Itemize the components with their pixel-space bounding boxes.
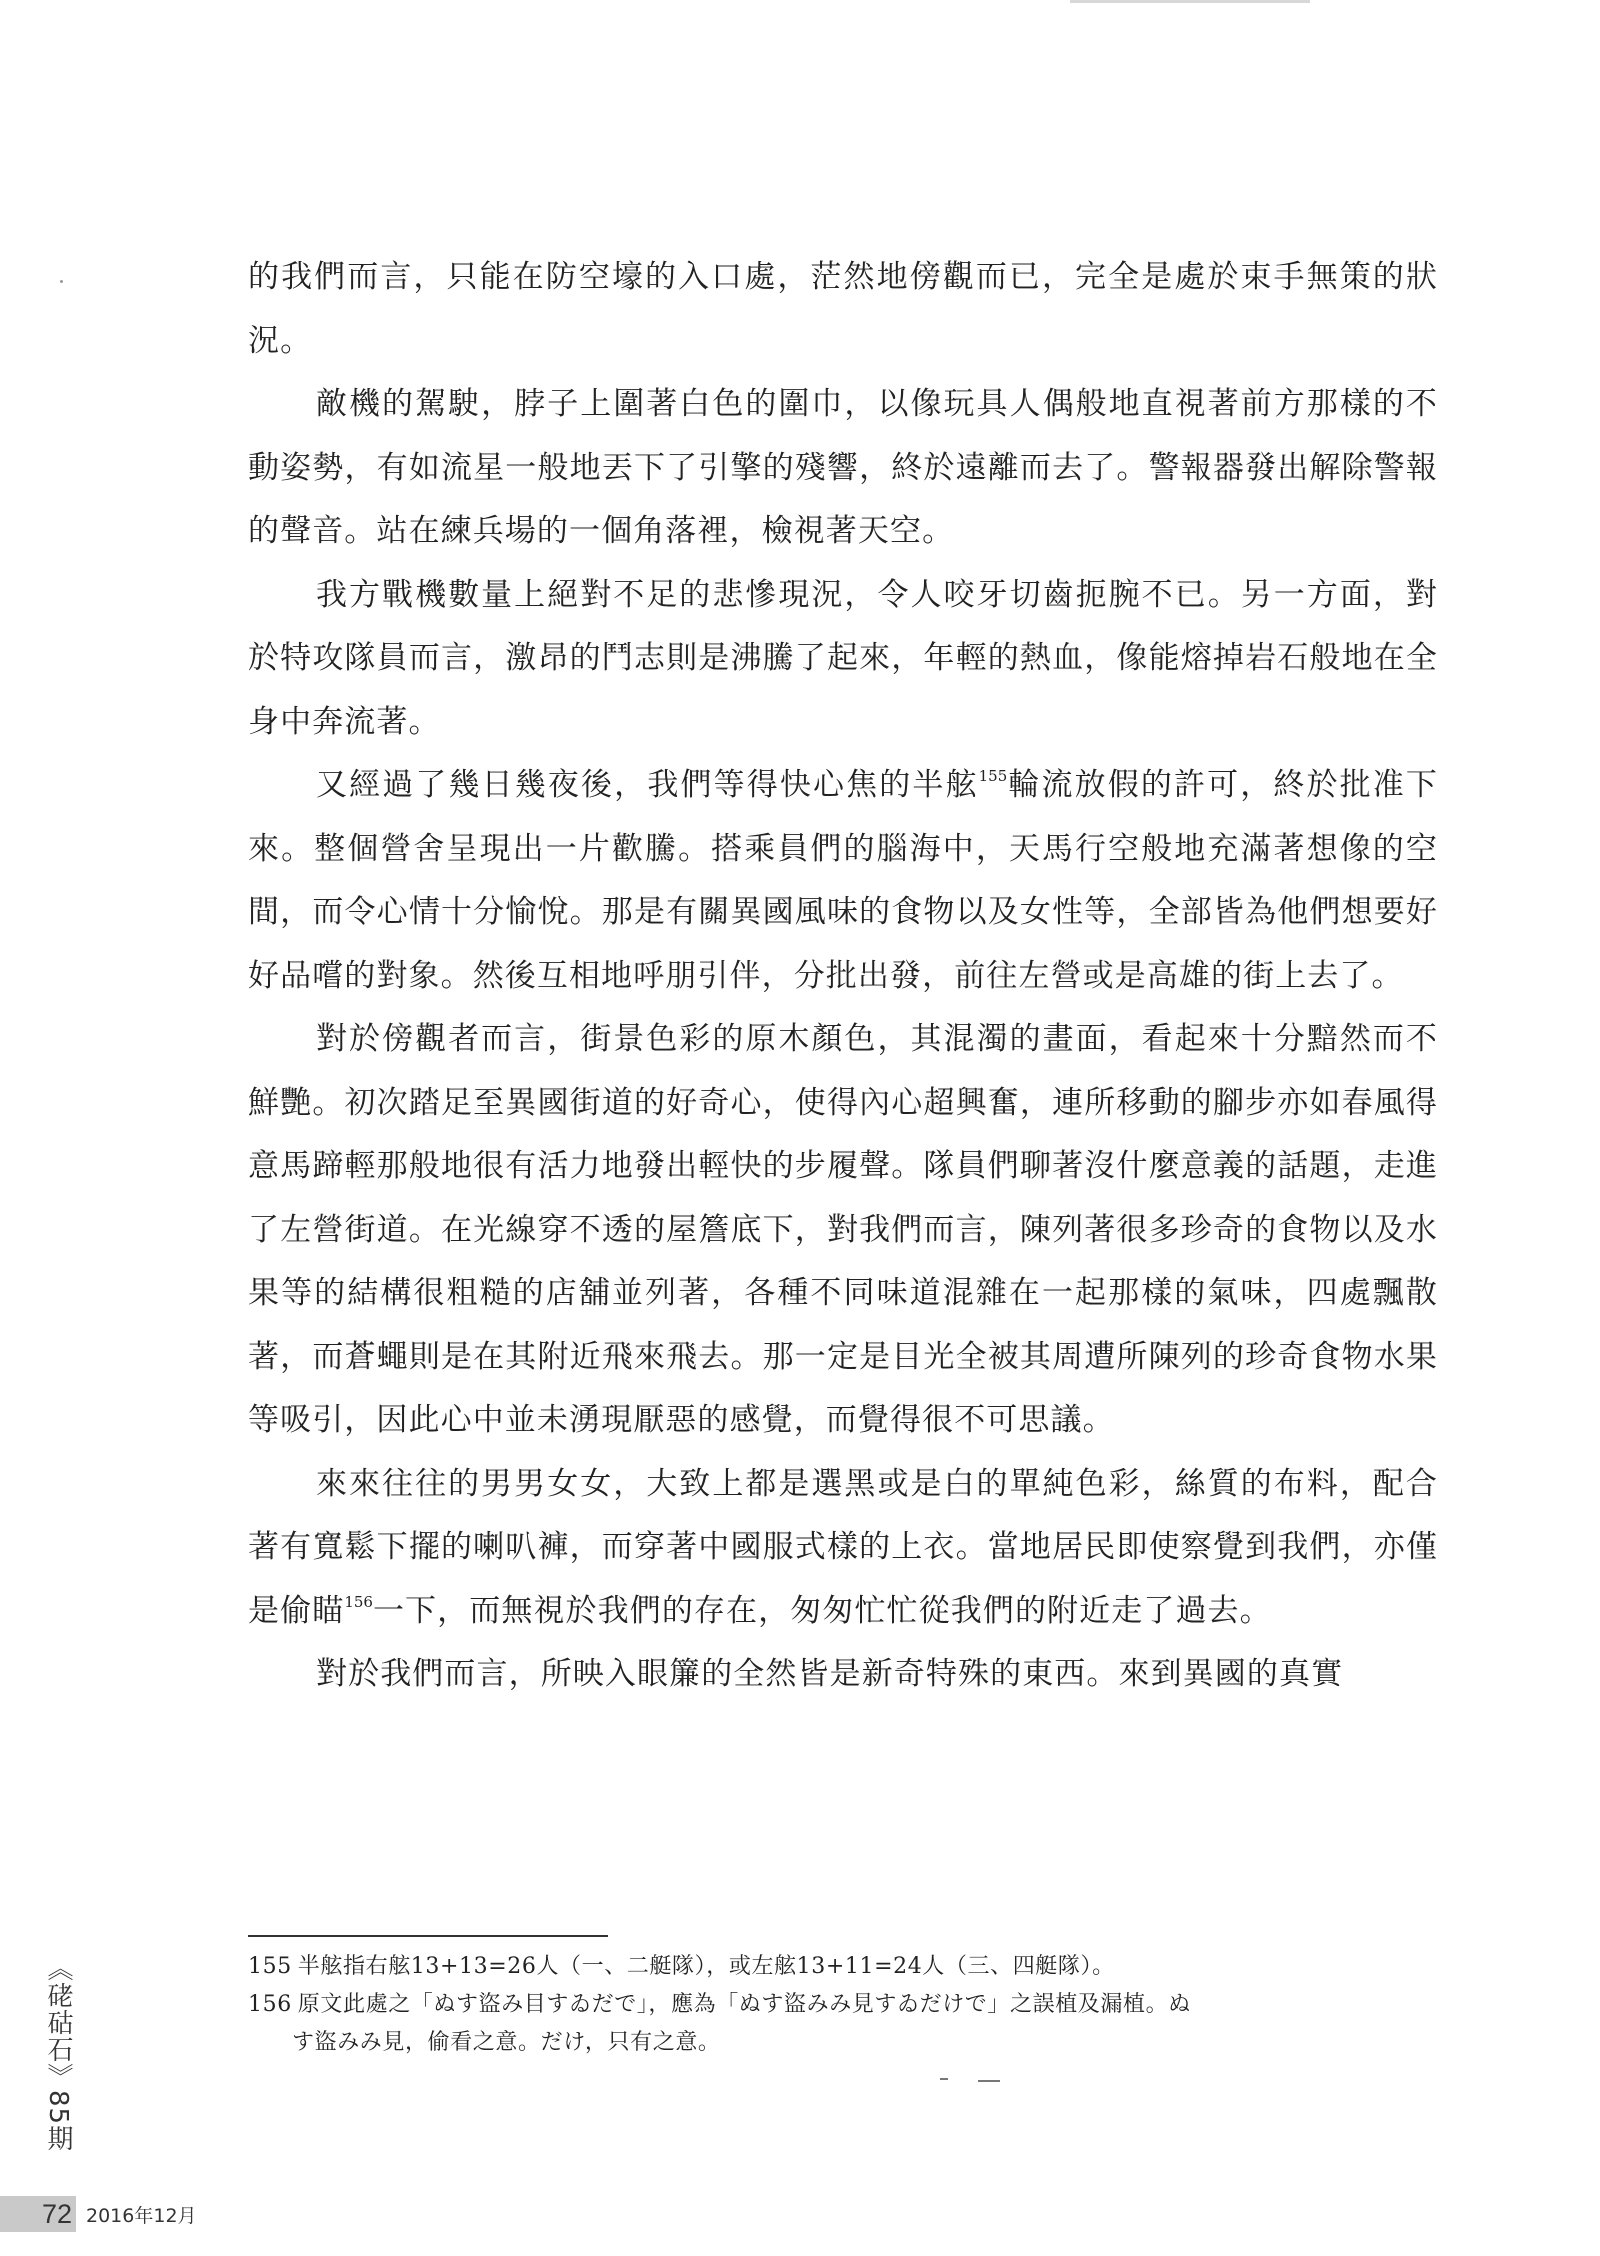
paragraph-3: 我方戰機數量上絕對不足的悲慘現況，令人咬牙切齒扼腕不已。另一方面，對於特攻隊員而言，激昂的鬥志則是沸騰了起來，年輕的熱血，像能熔掉岩石般地在全身中奔流著。 [248, 576, 1438, 740]
paragraph-4 [248, 754, 1438, 1008]
footnote-text: 原文此處之「ぬす盜み目すゐだで」，應為「ぬす盜みみ見すゐだけで」之誤植及漏植。ぬ [297, 1992, 1191, 2017]
scan-mark [1070, 0, 1310, 3]
journal-title: 《硓𥑮石》85期 [43, 1955, 73, 2153]
footnote-number: 155 [248, 1954, 292, 1979]
scan-mark [940, 2078, 1000, 2082]
paragraph-2: 敵機的駕駛，脖子上圍著白色的圍巾，以像玩具人偶般地直視著前方那樣的不動姿勢，有如流星一般地丟下了引擎的殘響，終於遠離而去了。警報器發出解除警報的聲音。站在練兵場的一個角落裡，檢視著天空。 [248, 386, 1438, 549]
page-number: 72 [0, 2196, 76, 2232]
folio [0, 2196, 197, 2232]
paragraph-5: 對於傍觀者而言，街景色彩的原木顏色，其混濁的畫面，看起來十分黯然而不鮮艷。初次踏足至異國街道的好奇心，使得內心超興奮，連所移動的腳步亦如春風得意馬蹄輕那般地很有活力地發出輕快的步履聲。隊員們聊著沒什麼意義的話題，走進了左營街道。在光線穿不透的屋簷底下，對我們而言，陳列著很多珍奇的食物以及水果等的結構很粗糙的店舖並列著，各種不同味道混雜在一起那樣的氣味，四處飄散著，而蒼蠅則是在其附近飛來飛去。那一定是目光全被其周遭所陳列的珍奇食物水果等吸引，因此心中並未湧現厭惡的感覺，而覺得很不可思議。 [248, 1021, 1438, 1438]
footnotes [248, 1948, 1438, 2062]
paragraph-4-before: 又經過了幾日幾夜後，我們等得快心焦的半舷 [316, 767, 979, 803]
footnote-text: 半舷指右舷13+13=26人（一、二艇隊），或左舷13+11=24人（三、四艇隊）。 [297, 1954, 1115, 1979]
footnote-ref-155[interactable]: 155 [978, 767, 1008, 785]
paragraph-6-after: 一下，而無視於我們的存在，匆匆忙忙從我們的附近走了過去。 [372, 1592, 1272, 1629]
footnote-separator [248, 1935, 608, 1937]
footnote-number: 156 [248, 1992, 292, 2017]
paragraph-7: 對於我們而言，所映入眼簾的全然皆是新奇特殊的東西。來到異國的真實 [316, 1656, 1344, 1692]
paragraph-6 [248, 1453, 1438, 1644]
paragraph-4-after: 輪流放假的許可，終於批准下來。整個營舍呈現出一片歡騰。搭乘員們的腦海中，天馬行空般地充滿著想像的空間，而令心情十分愉悅。那是有關異國風味的食物以及女性等，全部皆為他們想要好好品嚐的對象。然後互相地呼朋引伴，分批出發，前往左營或是高雄的街上去了。 [248, 767, 1438, 994]
footnote-155 [248, 1948, 1438, 1986]
issue-date: 2016年12月 [86, 2204, 197, 2227]
body-text [248, 246, 1438, 1707]
footnote-ref-156[interactable]: 156 [344, 1592, 373, 1611]
paragraph-6-before: 來來往往的男男女女，大致上都是選黑或是白的單純色彩，絲質的布料，配合著有寬鬆下擺的喇叭褲，而穿著中國服式樣的上衣。當地居民即使察覺到我們，亦僅是偷瞄 [248, 1465, 1438, 1629]
footnote-continuation: す盜みみ見，偷看之意。だけ，只有之意。 [292, 2030, 721, 2055]
footnote-156 [248, 1986, 1438, 2062]
scan-dot [60, 280, 63, 283]
paragraph-1: 的我們而言，只能在防空壕的入口處，茫然地傍觀而已，完全是處於束手無策的狀況。 [248, 259, 1438, 359]
